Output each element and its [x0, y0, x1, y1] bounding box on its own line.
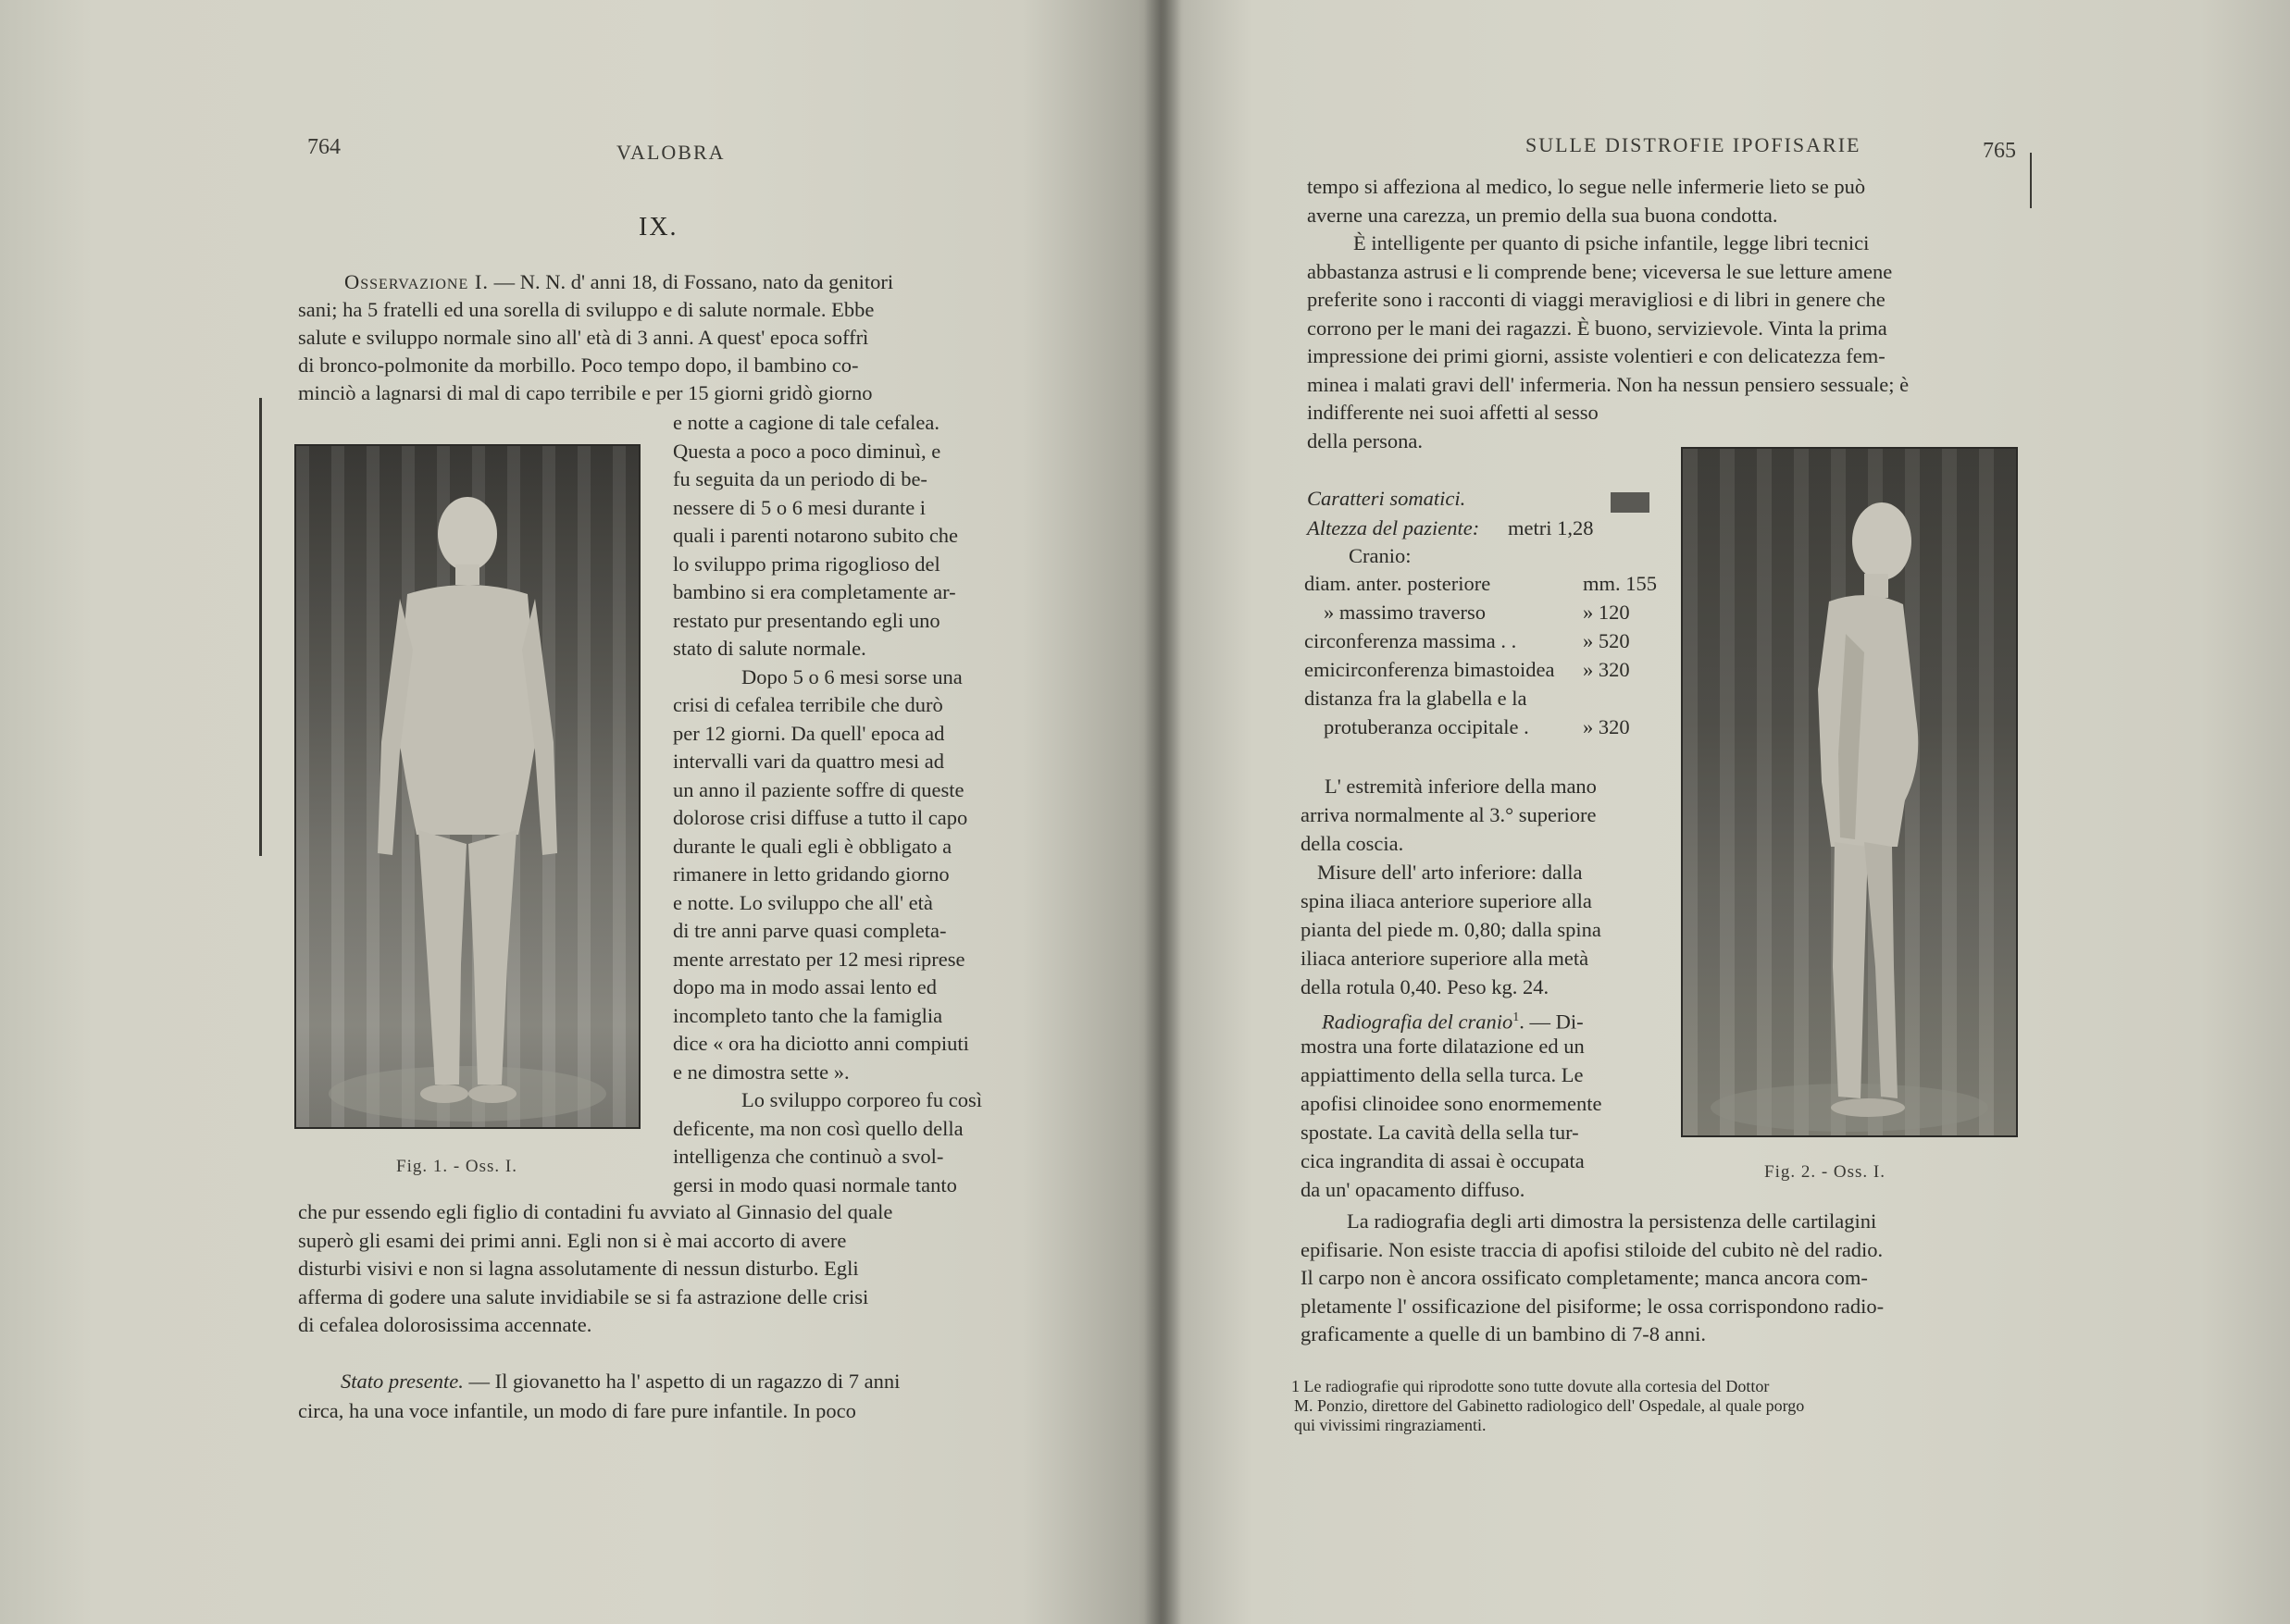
column-line: crisi di cefalea terribile che durò: [673, 693, 943, 716]
text-line: graficamente a quelle di un bambino di 7-8 anni.: [1301, 1322, 1706, 1345]
text-span: minciò a lagnarsi di mal di capo terribile e per 15 giorni gridò giorno: [298, 381, 873, 404]
column-line: dice « ora ha diciotto anni compiuti: [673, 1032, 969, 1055]
stato-presente-line: [341, 1368, 900, 1395]
right-page-number: 765: [1983, 139, 2016, 163]
column-line: lo sviluppo prima rigoglioso del: [673, 552, 940, 576]
radiografia-cranio-line: [1322, 1004, 1584, 1036]
footnote-line: M. Ponzio, direttore del Gabinetto radiologico dell' Ospedale, al quale porgo: [1294, 1396, 1805, 1415]
footnote-line: 1 Le radiografie qui riprodotte sono tutte dovute alla cortesia del Dottor: [1291, 1377, 1770, 1395]
column-line: intelligenza che continuò a svol-: [673, 1145, 944, 1168]
column-line: iliaca anteriore superiore alla metà: [1301, 947, 1589, 970]
altezza-row: [1307, 514, 1479, 542]
text-span: salute e sviluppo normale sino all' età di 3 anni. A quest' epoca soffrì: [298, 326, 869, 349]
column-line: Questa a poco a poco diminuì, e: [673, 439, 941, 463]
text-line: abbastanza astrusi e li comprende bene; viceversa le sue letture amene: [1307, 259, 1893, 283]
left-page-number: 764: [307, 135, 341, 159]
text-line: preferite sono i racconti di viaggi meravigliosi e di libri in genere che: [1307, 288, 1886, 311]
column-line: della rotula 0,40. Peso kg. 24.: [1301, 975, 1549, 998]
text-line: indifferente nei suoi affetti al sesso: [1307, 401, 1599, 424]
column-line: stato di salute normale.: [673, 637, 866, 660]
text-line: pletamente l' ossificazione del pisiforme; le ossa corrispondono radio-: [1301, 1294, 1885, 1318]
stamp-mark: [1611, 492, 1649, 513]
altezza-label: Altezza del paziente:: [1307, 516, 1480, 539]
figure-1-boy-front-silhouette: [296, 446, 639, 1127]
footnote-line: qui vivissimi ringraziamenti.: [1294, 1416, 1487, 1434]
column-line: spina iliaca anteriore superiore alla: [1301, 889, 1592, 912]
column-line: gersi in modo quasi normale tanto: [673, 1172, 957, 1196]
text-line: minea i malati gravi dell' infermeria. Non ha nessun pensiero sessuale; è: [1307, 372, 1910, 396]
radio-text-1: . — Di-: [1519, 1010, 1584, 1034]
margin-mark: [259, 398, 262, 856]
column-line: arriva normalmente al 3.° superiore: [1301, 803, 1597, 826]
column-line: nessere di 5 o 6 mesi durante i: [673, 495, 927, 519]
measure-label: emicirconferenza bimastoidea: [1304, 658, 1555, 681]
measure-label: circonferenza massima . .: [1304, 629, 1517, 652]
text-line: di cefalea dolorosissima accennate.: [298, 1313, 592, 1336]
text-line: [298, 324, 868, 352]
column-line: incompleto tanto che la famiglia: [673, 1003, 943, 1027]
left-running-head: VALOBRA: [616, 141, 726, 164]
column-line: di tre anni parve quasi completa-: [673, 919, 947, 942]
column-line: e notte a cagione di tale cefalea.: [673, 411, 940, 434]
column-line: mente arrestato per 12 mesi riprese: [673, 947, 965, 971]
column-line: da un' opacamento diffuso.: [1301, 1178, 1525, 1201]
cranio-label: Cranio:: [1349, 544, 1412, 567]
radiografia-cranio-heading: Radiografia del cranio: [1322, 1010, 1513, 1034]
caratteri-somatici-heading: Caratteri somatici.: [1307, 487, 1466, 510]
column-line: mostra una forte dilatazione ed un: [1301, 1035, 1585, 1058]
figure-1-caption: Fig. 1. - Oss. I.: [396, 1157, 518, 1176]
stato-presente-text-1: — Il giovanetto ha l' aspetto di un ragazzo di 7 anni: [463, 1370, 901, 1393]
text-line: Il carpo non è ancora ossificato completamente; manca ancora com-: [1301, 1266, 1868, 1289]
column-line: un anno il paziente soffre di queste: [673, 777, 965, 801]
column-line: durante le quali egli è obbligato a: [673, 834, 952, 858]
text-line: impressione dei primi giorni, assiste volentieri e con delicatezza fem-: [1307, 344, 1886, 367]
measure-value: » 520: [1583, 629, 1630, 652]
text-line: della persona.: [1307, 428, 1423, 452]
margin-mark-right: [2030, 153, 2032, 208]
text-line: [298, 379, 872, 407]
column-line: restato pur presentando egli uno: [673, 608, 940, 632]
section-number: IX.: [639, 213, 678, 242]
text-line: averne una carezza, un premio della sua buona condotta.: [1307, 203, 1778, 227]
measure-label: protuberanza occipitale .: [1324, 715, 1529, 738]
figure-2-photo: [1681, 447, 2018, 1137]
altezza-value: metri 1,28: [1508, 516, 1594, 539]
measure-label: diam. anter. posteriore: [1304, 572, 1491, 595]
measure-label: distanza fra la glabella e la: [1304, 687, 1527, 710]
figure-2-caption: Fig. 2. - Oss. I.: [1764, 1162, 1886, 1182]
column-line: bambino si era completamente ar-: [673, 580, 956, 603]
right-page: [1162, 0, 2290, 1624]
measure-value: » 320: [1583, 715, 1630, 738]
text-line: [298, 352, 859, 379]
stato-presente-heading: Stato presente.: [341, 1370, 464, 1393]
measure-label: » massimo traverso: [1324, 601, 1486, 624]
text-line: tempo si affeziona al medico, lo segue nelle infermerie lieto se può: [1307, 175, 1866, 198]
text-line: afferma di godere una salute invidiabile se si fa astrazione delle crisi: [298, 1284, 869, 1308]
right-running-head: SULLE DISTROFIE IPOFISARIE: [1525, 133, 1861, 156]
column-line: della coscia.: [1301, 832, 1404, 855]
text-line: corrono per le mani dei ragazzi. È buono, servizievole. Vinta la prima: [1307, 316, 1887, 340]
stato-presente-text-2: circa, ha una voce infantile, un modo di fare pure infantile. In poco: [298, 1399, 856, 1422]
column-line: apofisi clinoidee sono enormemente: [1301, 1092, 1602, 1115]
column-line: intervalli vari da quattro mesi ad: [673, 750, 945, 773]
figure-2-boy-profile-silhouette: [1683, 449, 2016, 1135]
text-line: epifisarie. Non esiste traccia di apofisi stiloide del cubito nè del radio.: [1301, 1237, 1884, 1261]
text-line: disturbi visivi e non si lagna assolutamente di nessun disturbo. Egli: [298, 1257, 859, 1280]
text-span: di bronco-polmonite da morbillo. Poco tempo dopo, il bambino co-: [298, 353, 859, 377]
column-line: fu seguita da un periodo di be-: [673, 467, 927, 490]
text-line: [298, 296, 874, 324]
text-line: [344, 268, 893, 296]
measure-value: » 120: [1583, 601, 1630, 624]
column-line: rimanere in letto gridando giorno: [673, 862, 950, 886]
column-line: quali i parenti notarono subito che: [673, 524, 959, 547]
text-span: sani; ha 5 fratelli ed una sorella di sviluppo e di salute normale. Ebbe: [298, 298, 875, 321]
column-line: cica ingrandita di assai è occupata: [1301, 1149, 1585, 1172]
figure-1-photo: [294, 444, 641, 1129]
text-span: — N. N. d' anni 18, di Fossano, nato da genitori: [488, 270, 894, 293]
column-line: deficente, ma non così quello della: [673, 1116, 964, 1140]
measure-value: » 320: [1583, 658, 1630, 681]
column-line: e notte. Lo sviluppo che all' età: [673, 890, 933, 914]
footnote-ref: 1: [1512, 1010, 1520, 1024]
column-line: spostate. La cavità della sella tur-: [1301, 1121, 1579, 1144]
column-line: pianta del piede m. 0,80; dalla spina: [1301, 918, 1601, 941]
text-line: superò gli esami dei primi anni. Egli non si è mai accorto di avere: [298, 1228, 847, 1252]
book-gutter: [1144, 0, 1181, 1624]
column-line: e ne dimostra sette ».: [673, 1060, 850, 1084]
measure-value: mm. 155: [1583, 572, 1658, 595]
column-line: appiattimento della sella turca. Le: [1301, 1063, 1584, 1086]
text-line: È intelligente per quanto di psiche infantile, legge libri tecnici: [1353, 231, 1870, 254]
text-line: che pur essendo egli figlio di contadini fu avviato al Ginnasio del quale: [298, 1200, 893, 1223]
column-line: Misure dell' arto inferiore: dalla: [1317, 861, 1583, 884]
column-line: L' estremità inferiore della mano: [1325, 775, 1597, 798]
column-line: dopo ma in modo assai lento ed: [673, 975, 937, 998]
column-line: dolorose crisi diffuse a tutto il capo: [673, 806, 968, 829]
column-line: per 12 giorni. Da quell' epoca ad: [673, 721, 945, 745]
observation-label: Osservazione I.: [344, 270, 489, 293]
column-line: Lo sviluppo corporeo fu così: [741, 1088, 982, 1111]
column-line: Dopo 5 o 6 mesi sorse una: [741, 664, 963, 688]
text-line: La radiografia degli arti dimostra la persistenza delle cartilagini: [1347, 1209, 1877, 1233]
